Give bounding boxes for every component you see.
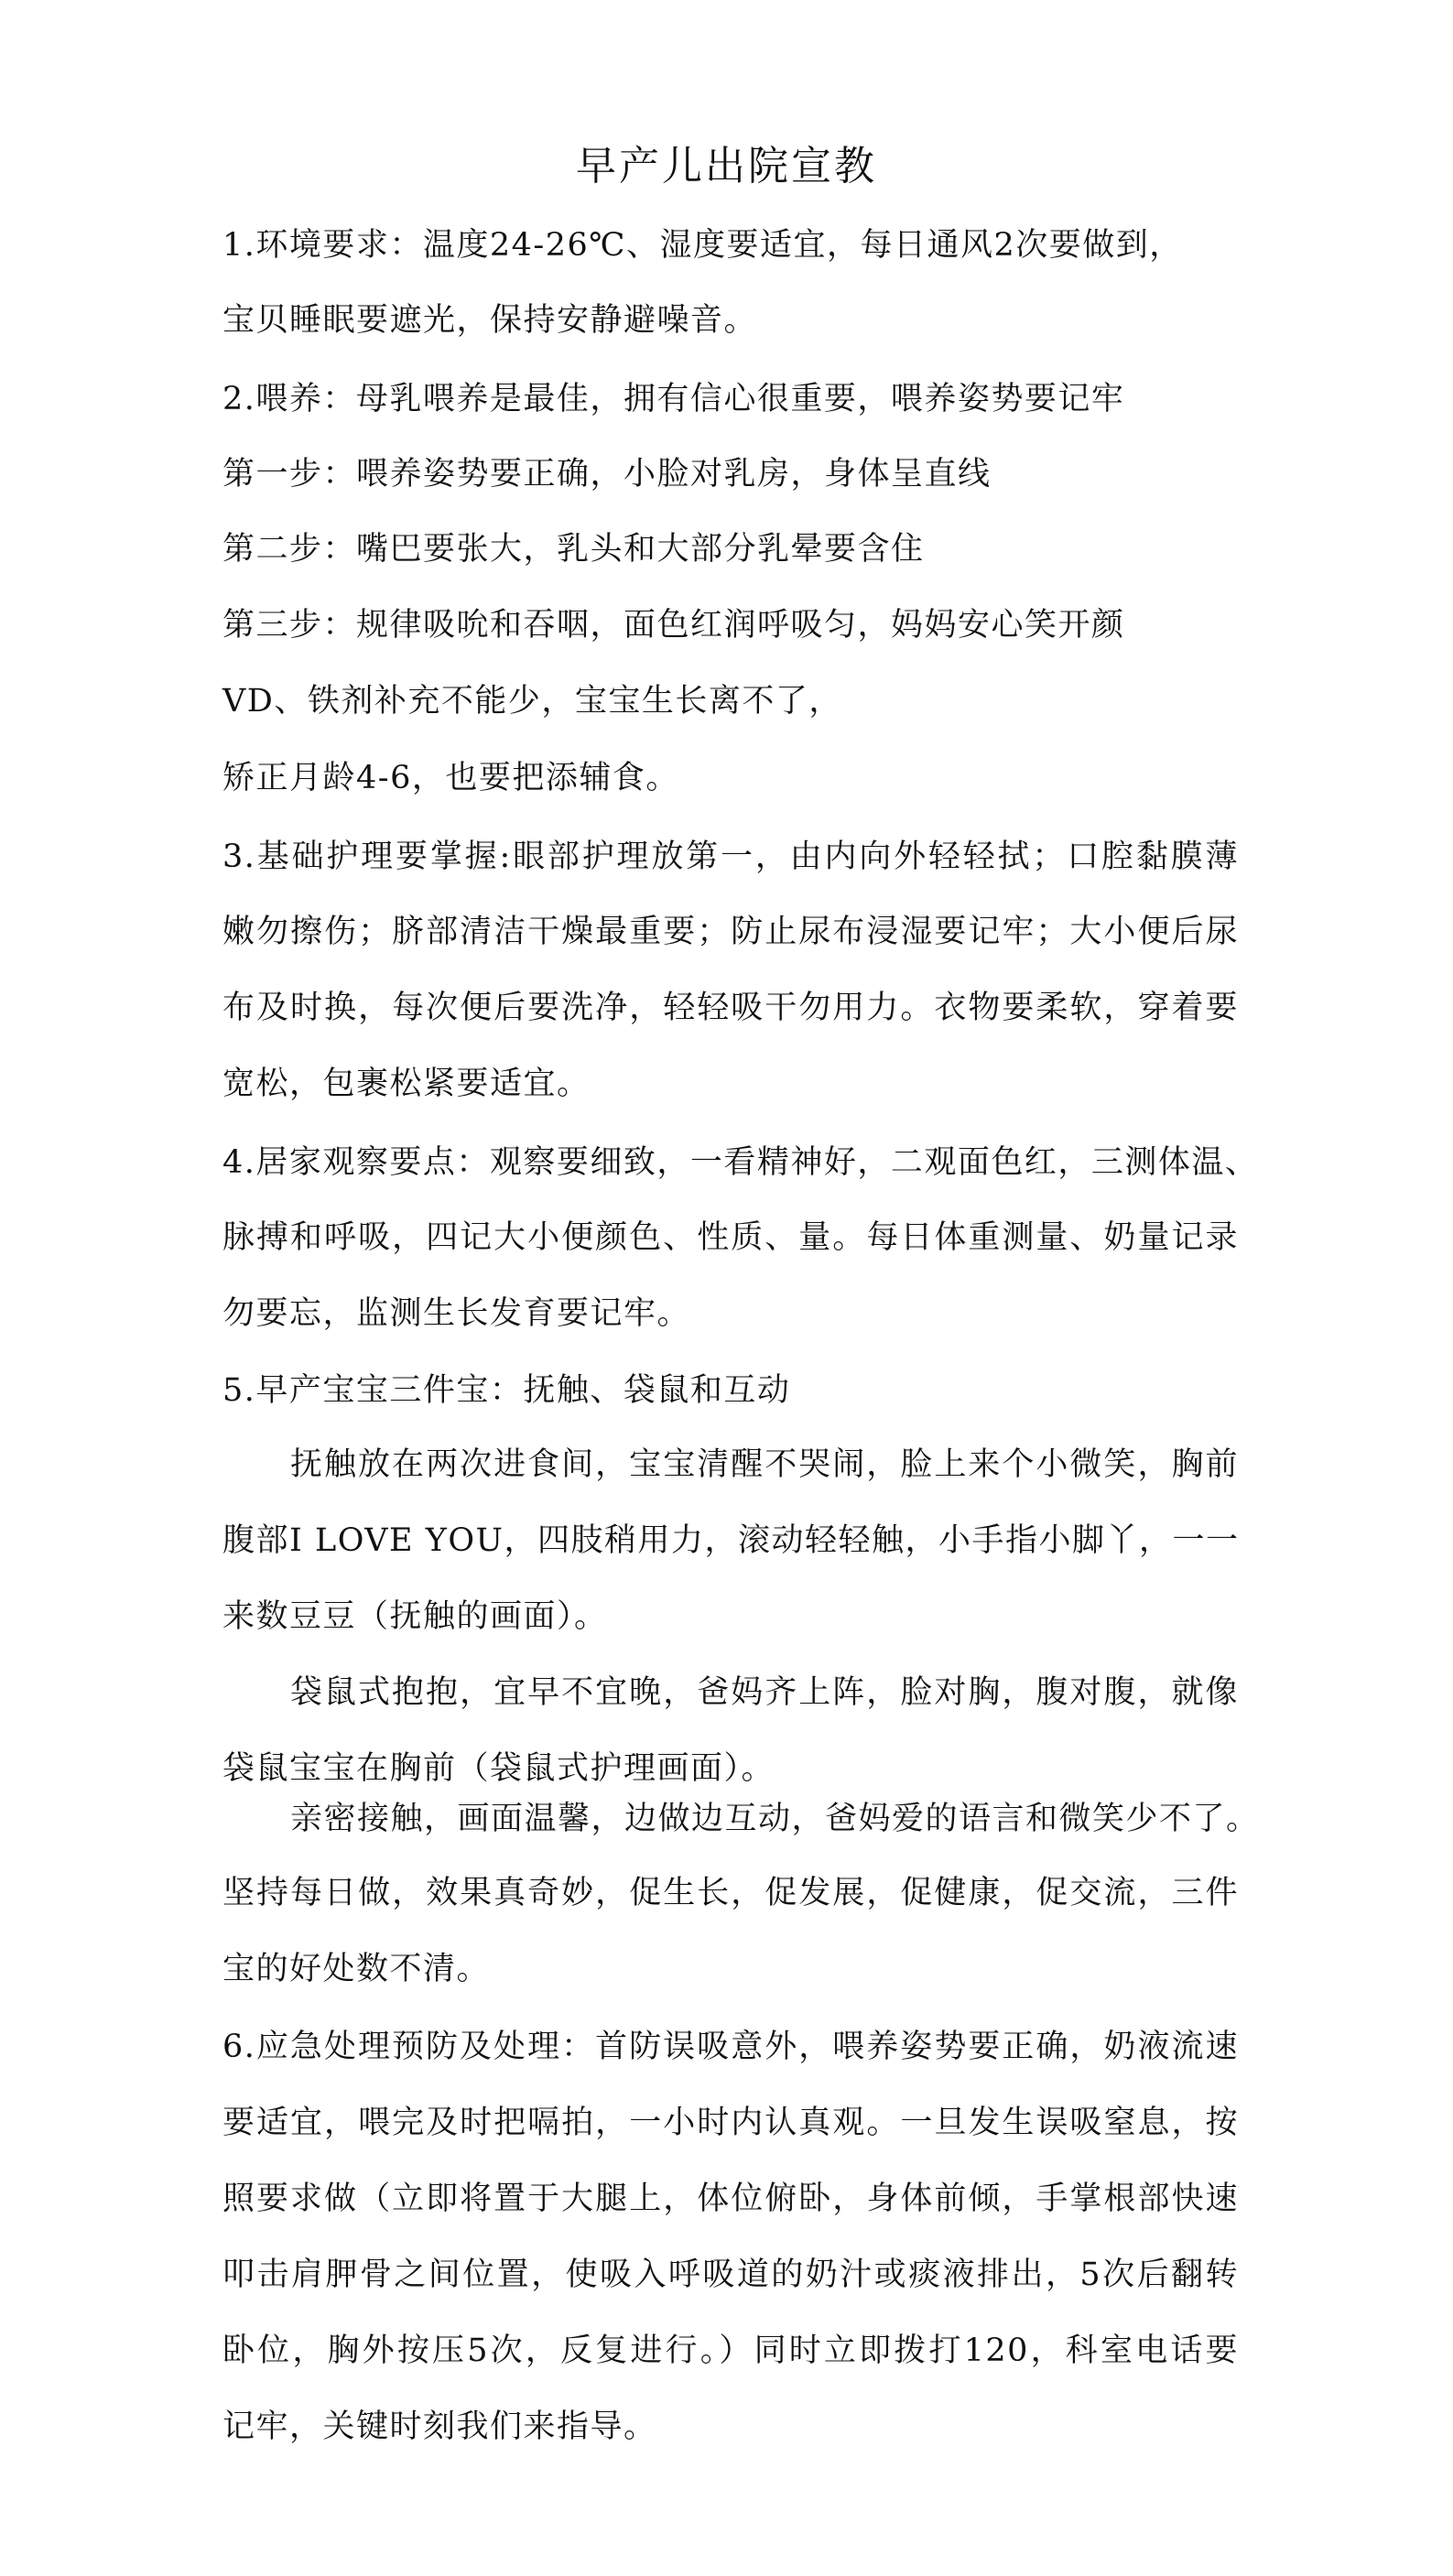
text-line: 记牢，关键时刻我们来指导。 bbox=[222, 2408, 657, 2445]
text-line: 腹部I LOVE YOU，四肢稍用力，滚动轻轻触，小手指小脚丫，一一 bbox=[222, 1522, 1240, 1559]
text-line: 矫正月龄4-6，也要把添辅食。 bbox=[222, 760, 679, 796]
text-line: 坚持每日做，效果真奇妙，促生长，促发展，促健康，促交流，三件 bbox=[222, 1875, 1239, 1911]
text-line: 4.居家观察要点：观察要细致，一看精神好，二观面色红，三测体温、 bbox=[222, 1144, 1259, 1181]
text-line: 2.喂养：母乳喂养是最佳，拥有信心很重要，喂养姿势要记牢 bbox=[222, 381, 1125, 417]
text-line: 照要求做（立即将置于大腿上，体位俯卧，身体前倾，手掌根部快速 bbox=[222, 2181, 1239, 2217]
text-line: 嫩勿擦伤；脐部清洁干燥最重要；防止尿布浸湿要记牢；大小便后尿 bbox=[222, 914, 1239, 950]
text-line: 第一步：喂养姿势要正确，小脸对乳房，身体呈直线 bbox=[222, 456, 992, 492]
text-line: 宽松，包裹松紧要适宜。 bbox=[222, 1066, 591, 1102]
text-line: 第二步：嘴巴要张大，乳头和大部分乳晕要含住 bbox=[222, 531, 925, 568]
text-line: VD、铁剂补充不能少，宝宝生长离不了， bbox=[222, 683, 842, 720]
text-line: 要适宜，喂完及时把嗝拍，一小时内认真观。一旦发生误吸窒息，按 bbox=[222, 2105, 1239, 2141]
document-title: 早产儿出院宣教 bbox=[576, 143, 877, 189]
text-line: 抚触放在两次进食间，宝宝清醒不哭闹，脸上来个小微笑，胸前 bbox=[290, 1446, 1239, 1483]
text-line: 布及时换，每次便后要洗净，轻轻吸干勿用力。衣物要柔软，穿着要 bbox=[222, 990, 1239, 1026]
text-line: 宝贝睡眠要遮光，保持安静避噪音。 bbox=[222, 302, 758, 339]
text-line: 亲密接触，画面温馨，边做边互动，爸妈爱的语言和微笑少不了。 bbox=[290, 1801, 1260, 1837]
text-line: 袋鼠式抱抱，宜早不宜晚，爸妈齐上阵，脸对胸，腹对腹，就像 bbox=[290, 1674, 1239, 1711]
text-line: 第三步：规律吸吮和吞咽，面色红润呼吸匀，妈妈安心笑开颜 bbox=[222, 607, 1125, 644]
text-line: 1.环境要求：温度24-26℃、湿度要适宜，每日通风2次要做到， bbox=[222, 227, 1183, 264]
text-line: 来数豆豆（抚触的画面）。 bbox=[222, 1598, 608, 1635]
text-line: 5.早产宝宝三件宝：抚触、袋鼠和互动 bbox=[222, 1372, 791, 1409]
text-line: 袋鼠宝宝在胸前（袋鼠式护理画面）。 bbox=[222, 1750, 775, 1787]
text-line: 勿要忘，监测生长发育要记牢。 bbox=[222, 1295, 691, 1332]
text-line: 宝的好处数不清。 bbox=[222, 1951, 491, 1987]
text-line: 3.基础护理要掌握:眼部护理放第一，由内向外轻轻拭；口腔黏膜薄 bbox=[222, 839, 1239, 875]
text-line: 卧位，胸外按压5次，反复进行。）同时立即拨打120，科室电话要 bbox=[222, 2332, 1239, 2369]
text-line: 叩击肩胛骨之间位置，使吸入呼吸道的奶汁或痰液排出，5次后翻转 bbox=[222, 2257, 1239, 2293]
text-line: 脉搏和呼吸，四记大小便颜色、性质、量。每日体重测量、奶量记录 bbox=[222, 1219, 1239, 1256]
text-line: 6.应急处理预防及处理：首防误吸意外，喂养姿势要正确，奶液流速 bbox=[222, 2029, 1239, 2065]
